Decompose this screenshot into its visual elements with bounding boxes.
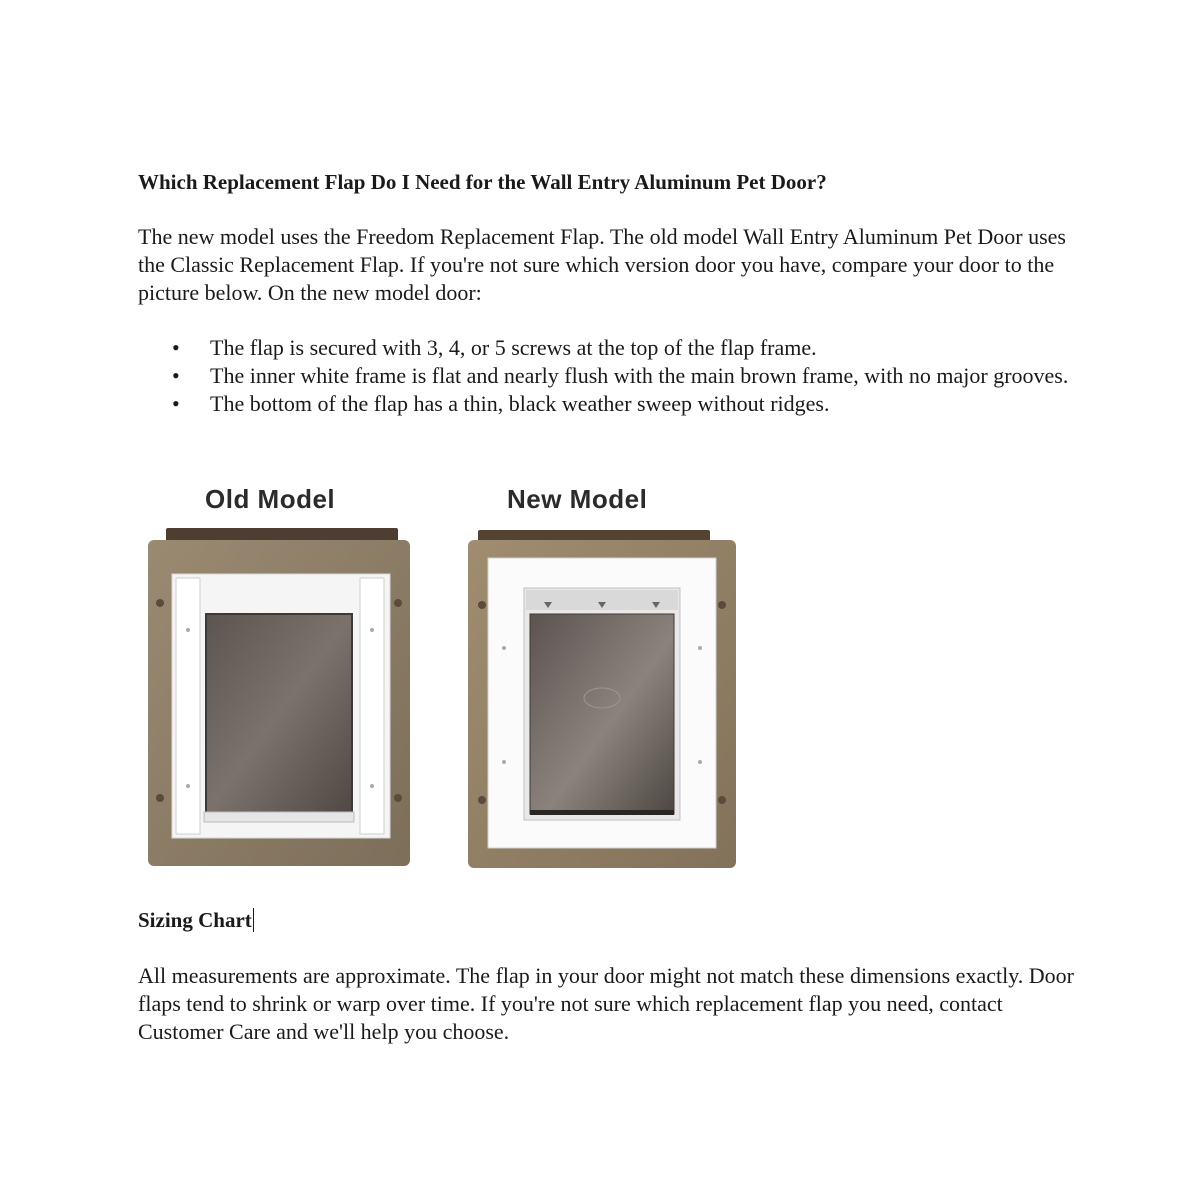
list-item-text: The bottom of the flap has a thin, black weather sweep without ridges. — [210, 391, 830, 416]
new-model-label: New Model — [507, 484, 648, 514]
list-item — [172, 362, 1080, 390]
feature-list — [172, 334, 1080, 418]
list-item-text: The inner white frame is flat and nearly flush with the main brown frame, with no major grooves. — [210, 363, 1069, 388]
page-heading: Which Replacement Flap Do I Need for the Wall Entry Aluminum Pet Door? — [138, 170, 827, 194]
bullet-icon: • — [172, 335, 180, 360]
sizing-chart-heading — [138, 906, 254, 934]
sizing-chart-text: Sizing Chart — [138, 908, 252, 932]
text-cursor — [253, 908, 254, 932]
sizing-paragraph: All measurements are approximate. The flap in your door might not match these dimensions exactly. Door flaps tend to shrink or warp over time. If you're not sure which replacement flap you need, contact Customer Care and we'll help you choose. — [138, 963, 1074, 1044]
list-item — [172, 334, 1080, 362]
old-model-door-image — [148, 528, 410, 866]
list-item-text: The flap is secured with 3, 4, or 5 screws at the top of the flap frame. — [210, 335, 817, 360]
new-model-door-image — [468, 530, 736, 868]
old-model-label: Old Model — [205, 484, 336, 514]
intro-paragraph: The new model uses the Freedom Replacement Flap. The old model Wall Entry Aluminum Pet Door uses the Classic Replacement Flap. If you're not sure which version door you have, compare your door to the picture below. On the new model door: — [138, 224, 1066, 305]
list-item — [172, 390, 1080, 418]
bullet-icon: • — [172, 363, 180, 388]
bullet-icon: • — [172, 391, 180, 416]
